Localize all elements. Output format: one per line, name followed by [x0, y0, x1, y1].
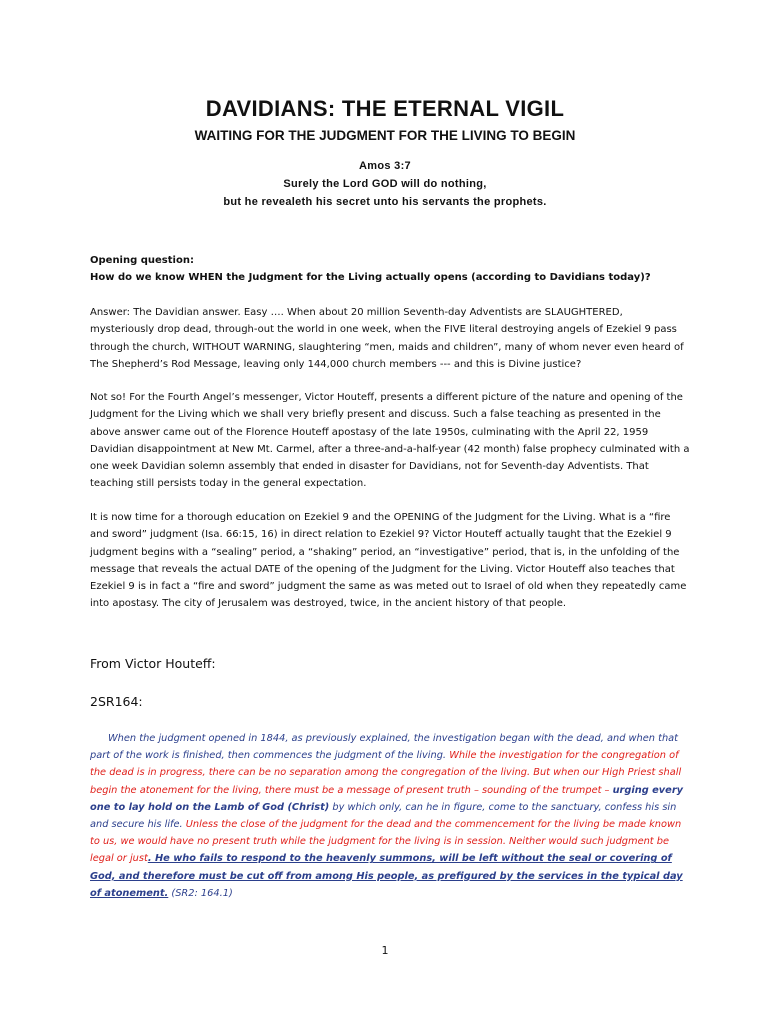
quote-sentence-1: When the judgment opened in 1844, as previously explained, the investigation began with the dead, and when that part of the work is finished, then commences the judgment of the living. — [90, 733, 678, 762]
quote-summons: . He who fails to respond to the heavenly summons, will be left without the seal or covering of God, and therefore must be cut off from among His people, as prefigured by the services in the typical day of atonement. — [90, 853, 683, 899]
verse-line-1: Surely the Lord GOD will do nothing, — [283, 178, 487, 190]
quote-trumpet: – sounding of the trumpet – — [470, 784, 613, 796]
quotation-block — [90, 730, 690, 902]
education-paragraph: It is now time for a thorough education on Ezekiel 9 and the OPENING of the Judgment for the Living. What is a “fire and sword” judgment (Isa. 66:15, 16) in direct relation to Ezekiel 9? Victor Houteff actually taught that the Ezekiel 9 judgment begins with a “sealing” period, a “shaking” period, an “investigative” period, that is, in the unfolding of the message that reveals the actual DATE of the opening of the Judgment for the Living. Victor Houteff also teaches that Ezekiel 9 is in fact a “fire and sword” judgment the same as was meted out to Israel of old when they repeatedly came into apostasy. The city of Jerusalem was destroyed, twice, in the ancient history of that people. — [90, 512, 687, 610]
verse-line-2: but he revealeth his secret unto his servants the prophets. — [223, 196, 547, 208]
answer-paragraph: Answer: The Davidian answer. Easy …. When about 20 million Seventh-day Adventists are SLAUGHTERED, mysteriously drop dead, through-out the world in one week, when the FIVE literal destroying angels of Ezekiel 9 pass through the church, WITHOUT WARNING, slaughtering “men, maids and children”, many of whom never even heard of The Shepherd’s Rod Message, leaving only 144,000 church members --- and this is Divine justice? — [90, 307, 684, 370]
quote-lamb-of-god: urging every one to lay hold on the Lamb of God (Christ) — [90, 784, 684, 813]
verse-reference: Amos 3:7 — [359, 160, 411, 172]
document-title: DAVIDIANS: THE ETERNAL VIGIL — [205, 96, 565, 121]
section-heading: From Victor Houteff: — [90, 656, 216, 671]
page-number: 1 — [381, 944, 389, 957]
quote-sentence-4: Unless the close of the judgment for the dead and the commencement for the living be made known to us, we would have no present truth while the judgment for the living is in session. Neither would such judgment be legal or just — [90, 819, 682, 865]
reference-heading: 2SR164: — [90, 694, 143, 709]
document-subtitle: WAITING FOR THE JUDGMENT FOR THE LIVING TO BEGIN — [194, 128, 576, 143]
quote-sentence-3: by which only, can he in figure, come to the sanctuary, confess his sin and secure his life. — [90, 801, 677, 831]
question-text: How do we know WHEN the Judgment for the Living actually opens (according to Davidians today)? — [90, 272, 651, 283]
not-so-paragraph: Not so! For the Fourth Angel’s messenger, Victor Houteff, presents a different picture of the nature and opening of the Judgment for the Living which we shall very briefly present and discuss. Such a false teaching as presented in the above answer came out of the Florence Houteff apostasy of the late 1950s, culminating with the April 22, 1959 Davidian disappointment at New Mt. Carmel, after a three-and-a-half-year (42 month) false prophecy culminated with a one week Davidian solemn assembly that ended in disaster for Davidians, not for Seventh-day Adventists. That teaching still persists today in the general expectation. — [90, 392, 690, 490]
quote-citation: (SR2: 164.1) — [168, 887, 233, 899]
quote-sentence-2: While the investigation for the congregation of the dead is in progress, there can be no separation among the congregation of the living. But when our High Priest shall begin the atonement for the living, there must be a message of present truth — [90, 750, 682, 796]
question-label: Opening question: — [90, 255, 194, 266]
